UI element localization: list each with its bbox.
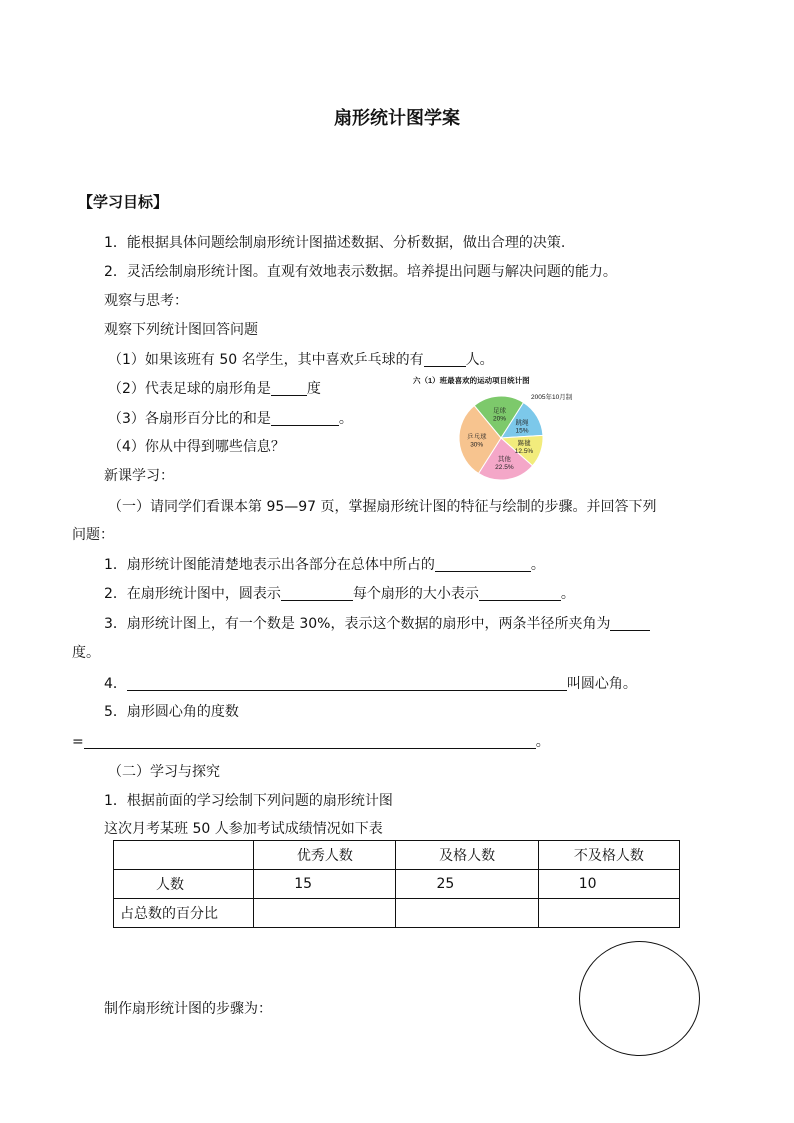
chart-subtitle: 2005年10月制 [531, 394, 573, 401]
answer-blank[interactable] [84, 732, 536, 749]
objectives-heading: 【学习目标】 [78, 193, 169, 211]
item-4-number: 4． [104, 676, 127, 692]
part1-intro-line1: （一）请同学们看课本第 95—97 页，掌握扇形统计图的特征与绘制的步骤。并回答下列 [108, 499, 657, 515]
part1-item-3-unit: 度。 [72, 645, 100, 661]
pie-value-label: 30% [470, 441, 484, 449]
table-cell: 25 [396, 870, 538, 899]
part1-item-4 [104, 674, 637, 694]
part2-item-1: 1．根据前面的学习绘制下列问题的扇形统计图 [104, 793, 393, 809]
drawing-circle [579, 941, 700, 1056]
item-3-text: 3．扇形统计图上，有一个数是 30%，表示这个数据的扇形中，两条半径所夹角为 [104, 616, 611, 632]
table-input-cell[interactable] [396, 899, 538, 928]
question-3 [108, 409, 353, 429]
steps-label: 制作扇形统计图的步骤为： [104, 1001, 272, 1017]
answer-blank[interactable] [271, 409, 339, 426]
pie-category-label: 跳绳 [515, 419, 529, 427]
question-2-text: （2）代表足球的扇形角是 [108, 381, 271, 397]
table-input-cell[interactable] [254, 899, 396, 928]
table-cell: 15 [254, 870, 396, 899]
answer-blank[interactable] [424, 350, 466, 367]
table-caption: 这次月考某班 50 人参加考试成绩情况如下表 [104, 821, 383, 837]
part2-heading: （二）学习与探究 [108, 764, 220, 780]
table-header-cell: 不及格人数 [538, 841, 679, 870]
table-header-cell [114, 841, 254, 870]
pie-category-label: 其他 [497, 456, 511, 464]
part1-item-1 [104, 555, 545, 575]
item-1-text: 1．扇形统计图能清楚地表示出各部分在总体中所占的 [104, 557, 435, 573]
pie-category-label: 踢毽 [517, 439, 531, 447]
question-2-unit: 度 [306, 381, 321, 397]
question-2 [108, 379, 321, 399]
table-input-cell[interactable] [538, 899, 679, 928]
answer-blank[interactable] [271, 379, 307, 396]
pie-category-label: 乒乓球 [466, 433, 487, 441]
pie-value-label: 22.5% [495, 464, 514, 472]
item-5-equals: = [72, 734, 84, 750]
table-header-cell: 及格人数 [396, 841, 538, 870]
table-row [114, 899, 680, 928]
pie-value-label: 12.5% [514, 447, 534, 455]
score-table [113, 840, 680, 928]
part1-item-3 [104, 614, 650, 634]
item-2-mid: 每个扇形的大小表示 [352, 586, 479, 602]
pie-category-label: 足球 [493, 407, 506, 415]
question-1 [108, 350, 494, 370]
table-row-label: 占总数的百分比 [114, 899, 254, 928]
item-5-end: 。 [535, 734, 550, 750]
page-title: 扇形统计图学案 [334, 108, 460, 129]
question-4: （4）你从中得到哪些信息？ [108, 439, 285, 455]
pie-value-label: 15% [515, 427, 529, 435]
answer-blank[interactable] [281, 584, 353, 601]
item-2-end: 。 [560, 586, 575, 602]
new-lesson-heading: 新课学习： [104, 468, 174, 484]
part1-intro-line2: 问题： [72, 527, 114, 543]
table-header-row [114, 841, 680, 870]
item-2-text: 2．在扇形统计图中，圆表示 [104, 586, 281, 602]
chart-title: 六（1）班最喜欢的运动项目统计图 [413, 376, 530, 385]
pie-value-label: 20% [492, 415, 507, 423]
observe-intro: 观察下列统计图回答问题 [104, 322, 258, 338]
item-4-end: 叫圆心角。 [566, 676, 637, 692]
table-header-cell: 优秀人数 [254, 841, 396, 870]
table-row [114, 870, 680, 899]
sports-pie-chart [413, 373, 588, 483]
objective-2: 2．灵活绘制扇形统计图。直观有效地表示数据。培养提出问题与解决问题的能力。 [104, 264, 617, 280]
question-3-text: （3）各扇形百分比的和是 [108, 411, 271, 427]
answer-blank[interactable] [479, 584, 561, 601]
part1-item-5-equation [72, 732, 550, 752]
question-1-text: （1）如果该班有 50 名学生，其中喜欢乒乓球的有 [108, 352, 424, 368]
part1-item-5: 5．扇形圆心角的度数 [104, 704, 239, 720]
answer-blank[interactable] [127, 674, 567, 691]
table-cell: 10 [538, 870, 679, 899]
objective-1: 1．能根据具体问题绘制扇形统计图描述数据、分析数据，做出合理的决策. [104, 235, 566, 251]
question-3-end: 。 [338, 411, 353, 427]
question-1-unit: 人。 [465, 352, 494, 368]
answer-blank[interactable] [610, 614, 650, 631]
item-1-end: 。 [530, 557, 545, 573]
answer-blank[interactable] [435, 555, 531, 572]
part1-item-2 [104, 584, 575, 604]
table-row-label: 人数 [114, 870, 254, 899]
observe-heading: 观察与思考： [104, 293, 188, 309]
